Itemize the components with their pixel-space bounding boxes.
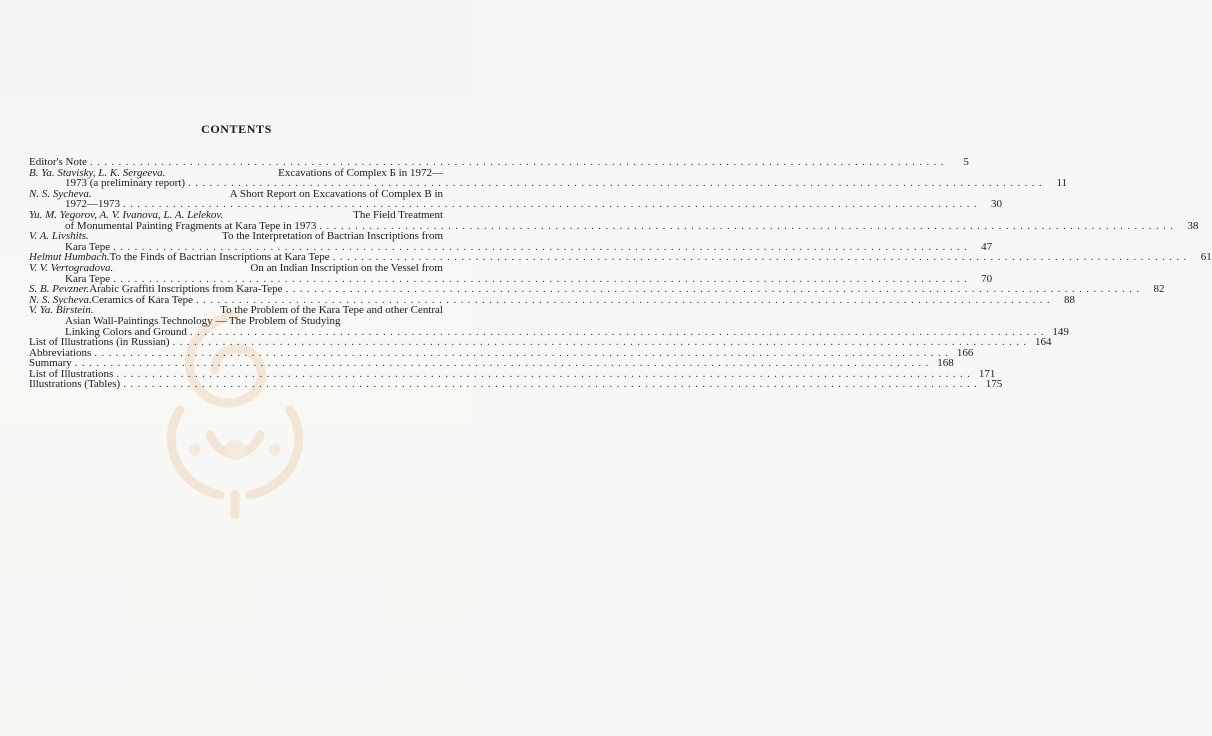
toc-page-number: 11	[1056, 177, 1068, 190]
dot-leader: ........................................................................................................................	[188, 177, 1047, 190]
dot-leader: ........................................................................................................................	[319, 219, 1178, 232]
toc-title: Asian Wall-Paintings Technology — The Problem of Studying	[65, 314, 341, 327]
toc-title: Illustrations (Tables)	[29, 378, 121, 391]
toc-entry-line	[29, 263, 443, 274]
dot-leader: ........................................................................................................................	[189, 325, 1048, 338]
toc-page-number: 30	[991, 198, 1002, 211]
toc-page-number: 5	[963, 156, 969, 168]
dot-leader: ........................................................................................................................	[123, 378, 982, 391]
toc-entry[interactable]	[29, 208, 1199, 232]
dot-leader: ........................................................................................................................	[113, 272, 972, 285]
toc-author: V. Ya. Birstein.	[29, 304, 94, 317]
toc-entry[interactable]	[29, 378, 1003, 391]
toc-author: V. A. Livshits.	[29, 230, 89, 243]
toc-title: Excavations of Complex Б in 1972—	[278, 166, 443, 179]
toc-title: Kara Tepe	[65, 240, 111, 253]
toc-title: Linking Colors and Ground	[65, 325, 187, 338]
toc-title: Abbreviations	[29, 346, 92, 359]
dot-leader: ........................................................................................................................	[94, 346, 953, 359]
toc-author: N. S. Sycheva.	[29, 187, 92, 200]
dot-leader: ........................................................................................................................	[332, 251, 1191, 264]
dot-leader: ........................................................................................................................	[285, 283, 1144, 296]
toc-title: The Field Treatment	[353, 208, 443, 221]
toc-entry[interactable]	[29, 187, 1002, 211]
toc-title: To the Problem of the Kara Tepe and other Central	[220, 304, 443, 317]
toc-title: of Monumental Painting Fragments at Kara Tepe in 1973	[65, 219, 317, 232]
dot-leader: ........................................................................................................................	[195, 293, 1054, 306]
toc-title: List of Illustrations	[29, 367, 114, 380]
toc-page-number: 171	[978, 367, 996, 380]
toc-entry[interactable]	[29, 166, 1068, 190]
toc-entry-line	[29, 210, 443, 221]
toc-entry-line	[29, 316, 443, 327]
toc-page-number: 61	[1200, 251, 1212, 264]
toc-entry-line	[29, 378, 1003, 391]
toc-page-number: 166	[956, 346, 974, 359]
toc-title: Kara Tepe	[65, 272, 111, 285]
toc-author: N. S. Sycheva.	[29, 293, 92, 306]
toc-title: 1973 (a preliminary report)	[65, 177, 186, 190]
toc-author: B. Ya. Stavisky, L. K. Sergeeva.	[29, 166, 166, 179]
toc-title: On an Indian Inscription on the Vessel from	[250, 261, 443, 274]
dot-leader: ........................................................................................................................	[74, 357, 933, 370]
toc-author: Helmut Humbach.	[29, 251, 110, 264]
dot-leader: ........................................................................................................................	[116, 367, 975, 380]
toc-title: To the Finds of Bactrian Inscriptions at Kara Tepe	[109, 251, 330, 264]
toc-page-number: 149	[1052, 325, 1069, 338]
toc-page-number: 70	[981, 272, 993, 285]
toc-author: S. B. Pevzner.	[29, 283, 90, 296]
toc-title: Editor's Note	[29, 156, 87, 168]
dot-leader: ........................................................................................................................	[113, 240, 972, 253]
toc-page-number: 175	[985, 378, 1003, 391]
toc-title: 1972—1973	[65, 198, 120, 211]
toc-entry[interactable]	[29, 261, 993, 285]
toc-author: V. V. Vertogradova.	[29, 261, 114, 274]
toc-entry[interactable]	[29, 156, 969, 168]
toc-page-number: 168	[937, 357, 954, 370]
toc-title: To the Interpretation of Bactrian Inscriptions from	[222, 230, 443, 243]
toc-author: Yu. M. Yegorov, A. V. Ivanova, L. A. Lelekov.	[29, 208, 224, 221]
toc-entry-line	[29, 156, 969, 168]
toc-title: Arabic Graffiti Inscriptions from Kara-Tepe	[89, 283, 283, 296]
toc-page-number: 164	[1035, 336, 1052, 349]
dot-leader: ........................................................................................................................	[172, 336, 1031, 349]
toc-page-number: 47	[981, 240, 993, 253]
contents-heading: CONTENTS	[201, 122, 272, 136]
dot-leader: ........................................................................................................................	[89, 156, 948, 168]
dot-leader: ........................................................................................................................	[123, 198, 981, 211]
toc-entry[interactable]	[29, 230, 993, 253]
toc-page-number: 38	[1187, 219, 1199, 232]
toc-title: A Short Report on Excavations of Complex B in	[229, 187, 443, 200]
toc-page-number: 82	[1153, 283, 1165, 296]
toc-entry[interactable]	[29, 304, 1069, 338]
toc-title: List of Illustrations (in Russian)	[29, 336, 170, 349]
toc-title: Ceramics of Kara Tepe	[91, 293, 193, 306]
toc-title: Summary	[29, 357, 72, 370]
table-of-contents	[29, 156, 1212, 391]
toc-page-number: 88	[1063, 293, 1075, 306]
